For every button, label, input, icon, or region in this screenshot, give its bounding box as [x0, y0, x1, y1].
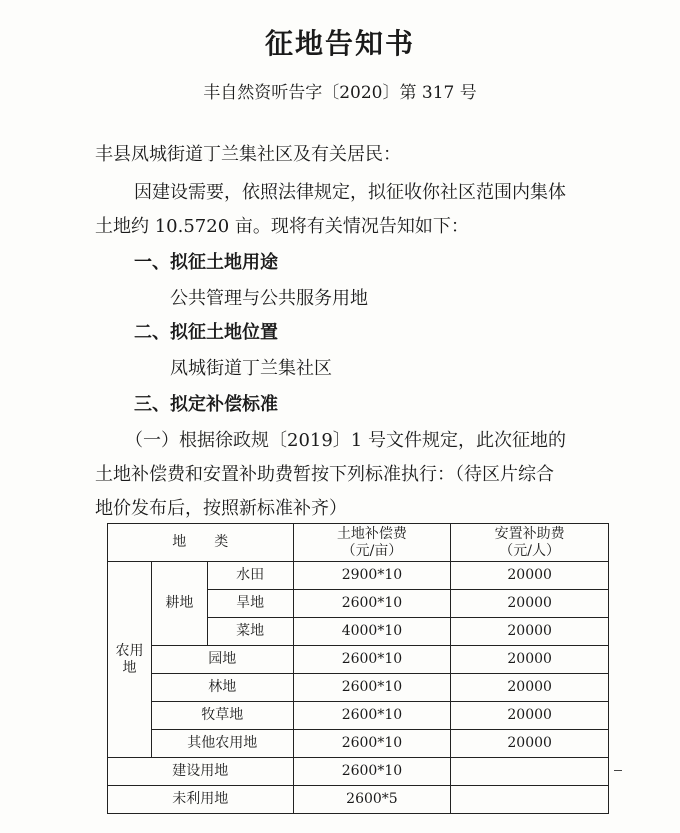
section-3-para-line-1: （一）根据徐政规〔2019〕1 号文件规定，此次征地的: [125, 430, 566, 451]
land-type-cell: 其他农用地: [151, 730, 293, 758]
land-fee-cell: 2600*10: [293, 702, 451, 730]
margin-mark: [614, 770, 622, 771]
land-type-cell: 牧草地: [151, 702, 293, 730]
section-3-para-line-3: 地价发布后，按照新标准补齐）: [95, 498, 347, 519]
group-agri-line-2: 地: [122, 659, 137, 676]
resettle-fee-cell: 20000: [451, 646, 609, 674]
land-fee-cell: 2600*10: [293, 590, 451, 618]
table-row: [108, 674, 609, 702]
header-land-fee: [293, 524, 451, 562]
land-type-cell: 旱地: [207, 590, 293, 618]
header-land-type: 地 类: [108, 524, 294, 562]
section-1-heading: 一、拟征土地用途: [134, 252, 278, 273]
land-fee-cell: 2600*10: [293, 646, 451, 674]
resettle-fee-cell: 20000: [451, 730, 609, 758]
resettle-fee-cell: 20000: [451, 618, 609, 646]
table-row: [108, 758, 609, 786]
intro-line-1: 因建设需要，依照法律规定，拟征收你社区范围内集体: [134, 182, 566, 203]
salutation: 丰县凤城街道丁兰集社区及有关居民：: [95, 144, 401, 165]
document-title: 征地告知书: [264, 27, 415, 60]
document-number: 丰自然资听告字〔2020〕第 317 号: [203, 83, 477, 103]
resettle-fee-cell: 20000: [451, 590, 609, 618]
land-fee-cell: 4000*10: [293, 618, 451, 646]
section-2-heading: 二、拟征土地位置: [134, 322, 278, 343]
group-cultivated-land: 耕地: [151, 562, 207, 646]
section-1-body: 公共管理与公共服务用地: [170, 288, 368, 309]
intro-line-2: 土地约 10.5720 亩。现将有关情况告知如下：: [95, 216, 469, 237]
resettle-fee-cell: 20000: [451, 562, 609, 590]
table-row: [108, 786, 609, 814]
compensation-table: [107, 523, 609, 814]
section-3-heading: 三、拟定补偿标准: [134, 394, 278, 415]
table-row: [108, 562, 609, 590]
group-agri-line-1: 农用: [115, 643, 144, 660]
resettle-fee-cell: [451, 786, 609, 814]
land-type-cell: 水田: [207, 562, 293, 590]
resettle-fee-cell: 20000: [451, 674, 609, 702]
land-type-cell: 林地: [151, 674, 293, 702]
land-type-cell: 园地: [151, 646, 293, 674]
group-agricultural-land: [108, 562, 152, 758]
header-land-fee-line-1: 土地补偿费: [336, 526, 407, 543]
land-type-cell: 建设用地: [108, 758, 294, 786]
header-resettle-line-2: （元/人）: [499, 542, 560, 559]
header-resettle-line-1: 安置补助费: [494, 526, 565, 543]
resettle-fee-cell: 20000: [451, 702, 609, 730]
table-row: [108, 702, 609, 730]
land-fee-cell: 2600*5: [293, 786, 451, 814]
land-fee-cell: 2900*10: [293, 562, 451, 590]
land-type-cell: 菜地: [207, 618, 293, 646]
resettle-fee-cell: [451, 758, 609, 786]
land-fee-cell: 2600*10: [293, 758, 451, 786]
section-2-body: 凤城街道丁兰集社区: [170, 358, 332, 379]
table-row: [108, 730, 609, 758]
header-resettle-fee: [451, 524, 609, 562]
table-header-row: [108, 524, 609, 562]
land-fee-cell: 2600*10: [293, 730, 451, 758]
table-row: [108, 646, 609, 674]
land-fee-cell: 2600*10: [293, 674, 451, 702]
section-3-para-line-2: 土地补偿费和安置补助费暂按下列标准执行：（待区片综合: [95, 464, 554, 485]
land-type-cell: 未利用地: [108, 786, 294, 814]
header-land-fee-line-2: （元/亩）: [341, 542, 403, 559]
